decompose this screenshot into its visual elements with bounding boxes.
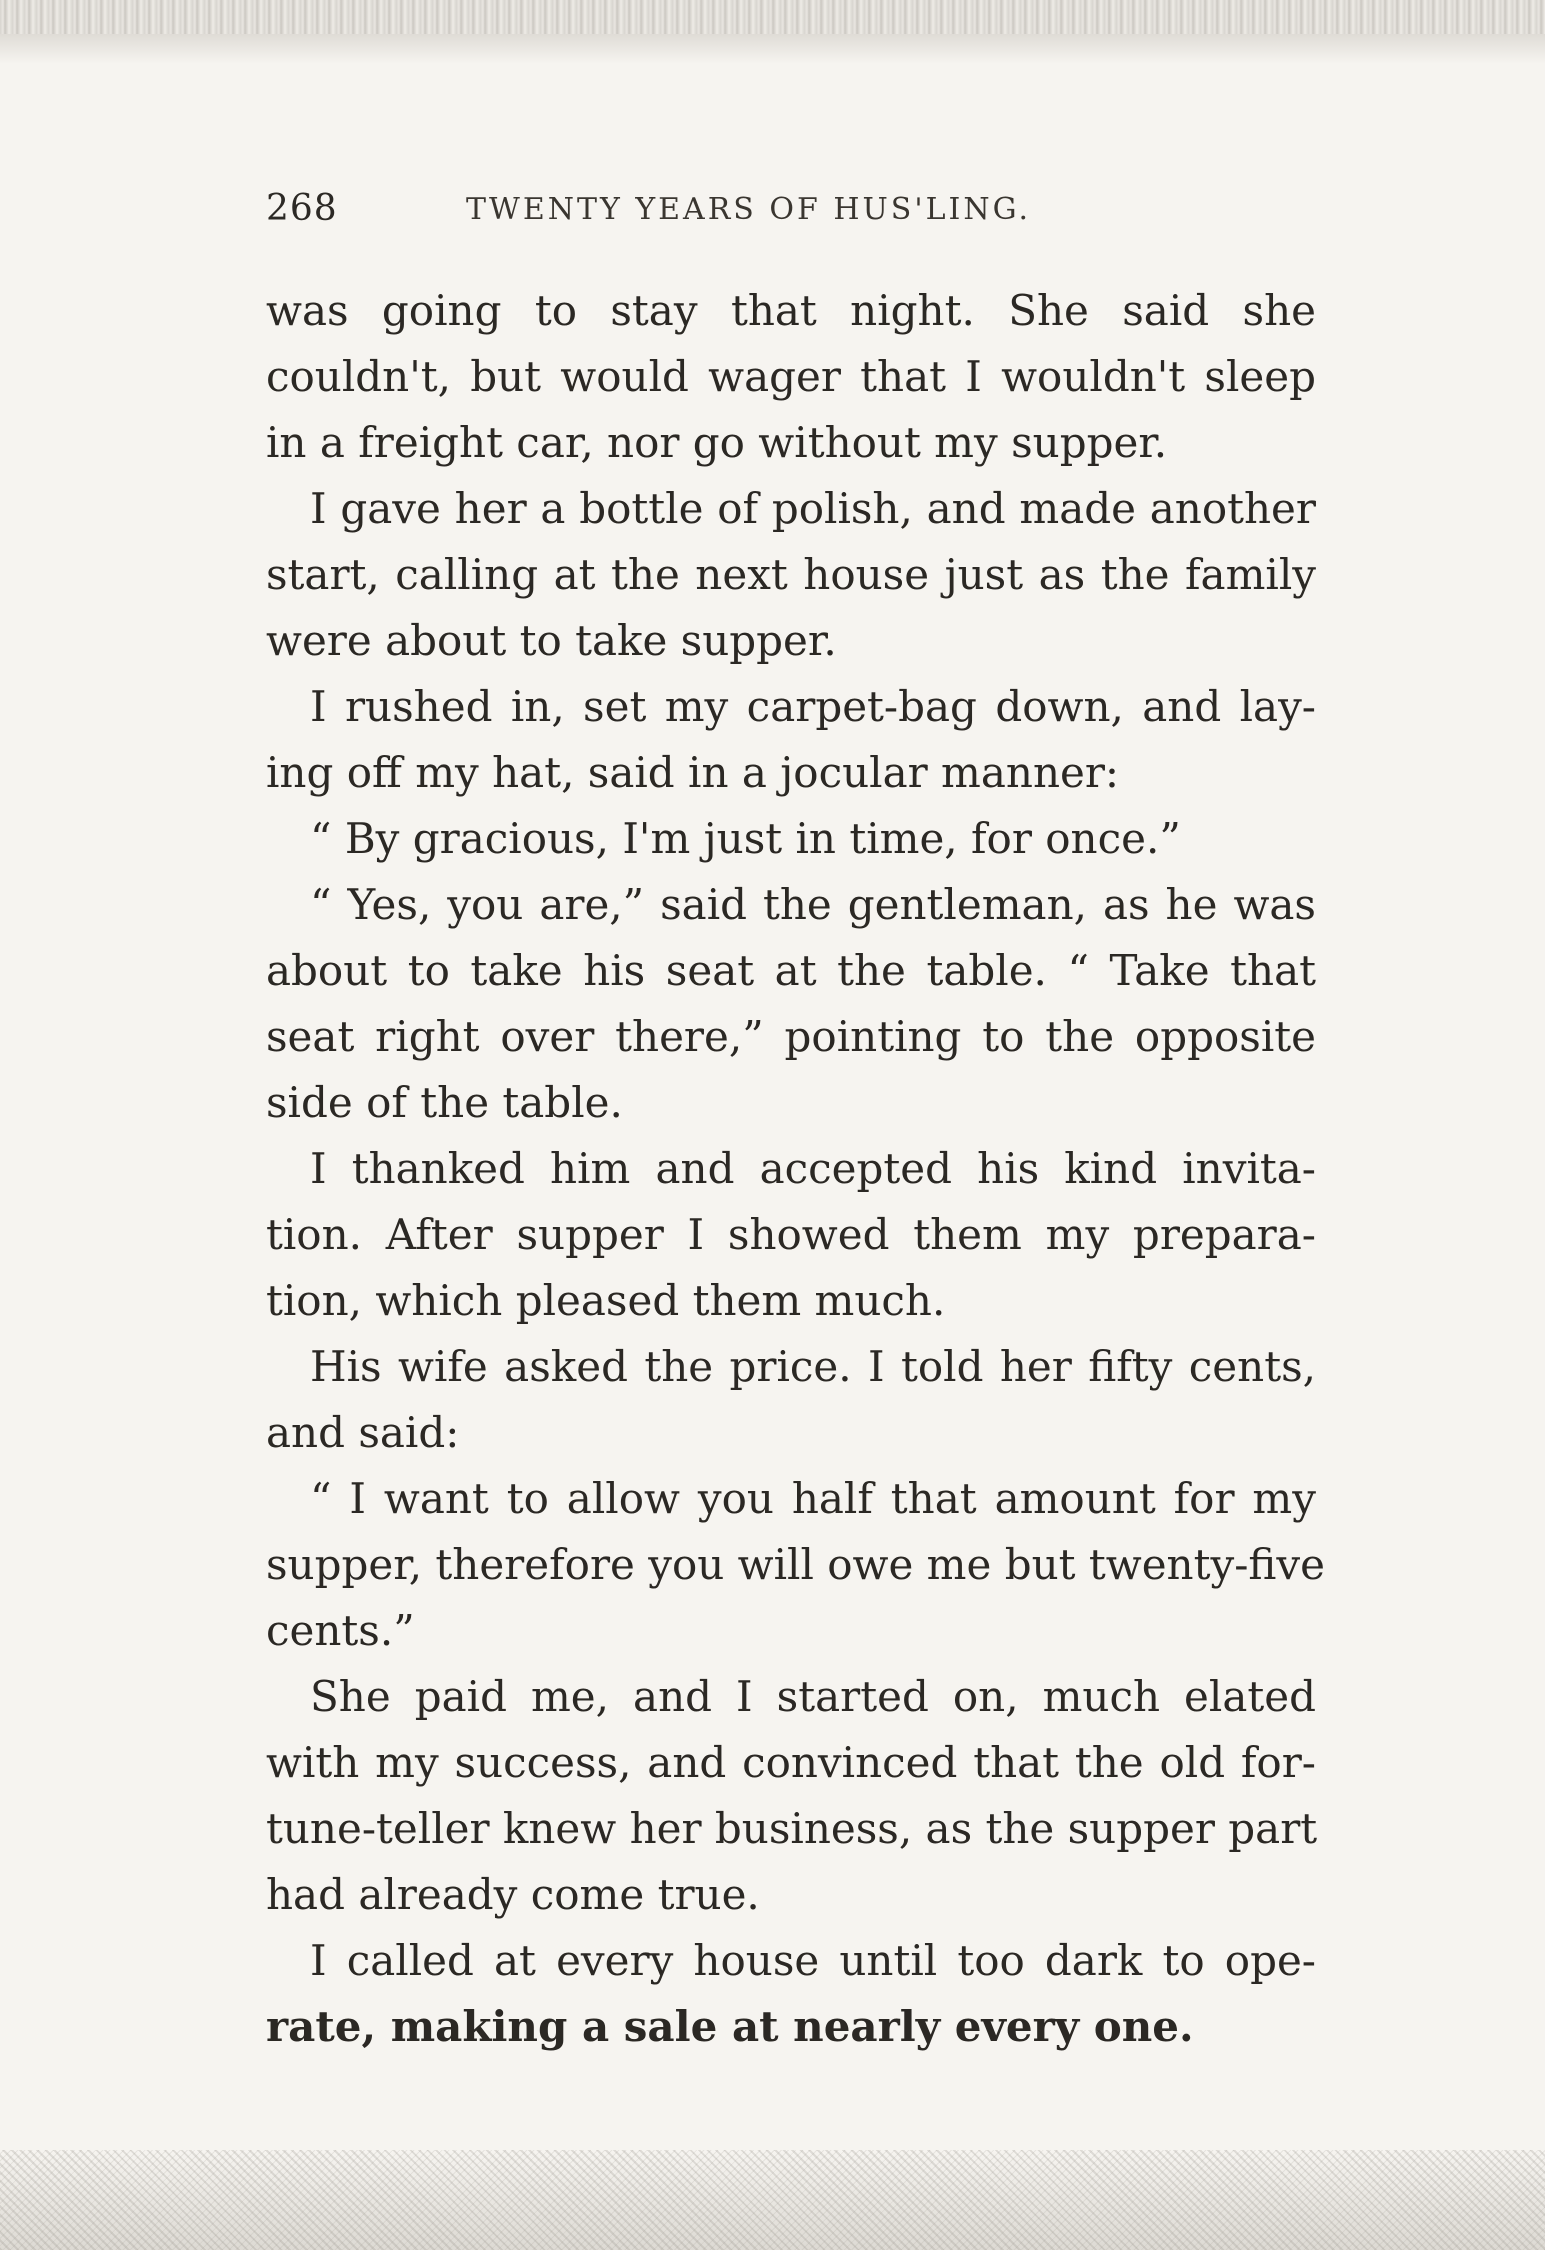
text-line: tion, which pleased them much. (266, 1276, 946, 1325)
text-line: in a freight car, nor go without my supper. (266, 418, 1168, 467)
text-line: His wife asked the price. I told her fifty cents, (310, 1342, 1316, 1391)
text-line: was going to stay that night. She said she (266, 286, 1316, 335)
page-number: 268 (266, 188, 338, 229)
text-line: I gave her a bottle of polish, and made another (310, 484, 1316, 533)
page-bottom-edge (0, 2150, 1545, 2250)
text-line: tion. After supper I showed them my prepara- (266, 1210, 1316, 1259)
page-header (266, 188, 1316, 248)
body-text (266, 278, 1326, 2060)
text-line: ing off my hat, said in a jocular manner: (266, 748, 1120, 797)
text-line: cents.” (266, 1606, 415, 1655)
text-line: start, calling at the next house just as the family (266, 550, 1316, 599)
text-line: “ By gracious, I'm just in time, for once.” (310, 814, 1181, 863)
page-top-shadow (0, 34, 1545, 64)
text-line: about to take his seat at the table. “ Take that (266, 946, 1316, 995)
text-line: were about to take supper. (266, 616, 837, 665)
text-line: She paid me, and I started on, much elated (310, 1672, 1316, 1721)
text-line: rate, making a sale at nearly every one. (266, 2002, 1194, 2051)
running-title: TWENTY YEARS OF HUS'LING. (466, 192, 1032, 227)
page-top-edge (0, 0, 1545, 34)
text-line: “ Yes, you are,” said the gentleman, as he was (310, 880, 1316, 929)
text-line: I thanked him and accepted his kind invita- (310, 1144, 1316, 1193)
text-line: I rushed in, set my carpet-bag down, and lay- (310, 682, 1316, 731)
text-line: side of the table. (266, 1078, 623, 1127)
text-line: with my success, and convinced that the old for- (266, 1738, 1316, 1787)
text-line: seat right over there,” pointing to the opposite (266, 1012, 1316, 1061)
text-line: tune-teller knew her business, as the supper part (266, 1804, 1318, 1853)
text-line: supper, therefore you will owe me but twenty-five (266, 1540, 1326, 1589)
text-line: “ I want to allow you half that amount for my (310, 1474, 1316, 1523)
text-line: I called at every house until too dark to ope- (310, 1936, 1316, 1985)
text-line: and said: (266, 1408, 460, 1457)
text-line: had already come true. (266, 1870, 760, 1919)
text-line: couldn't, but would wager that I wouldn't sleep (266, 352, 1316, 401)
